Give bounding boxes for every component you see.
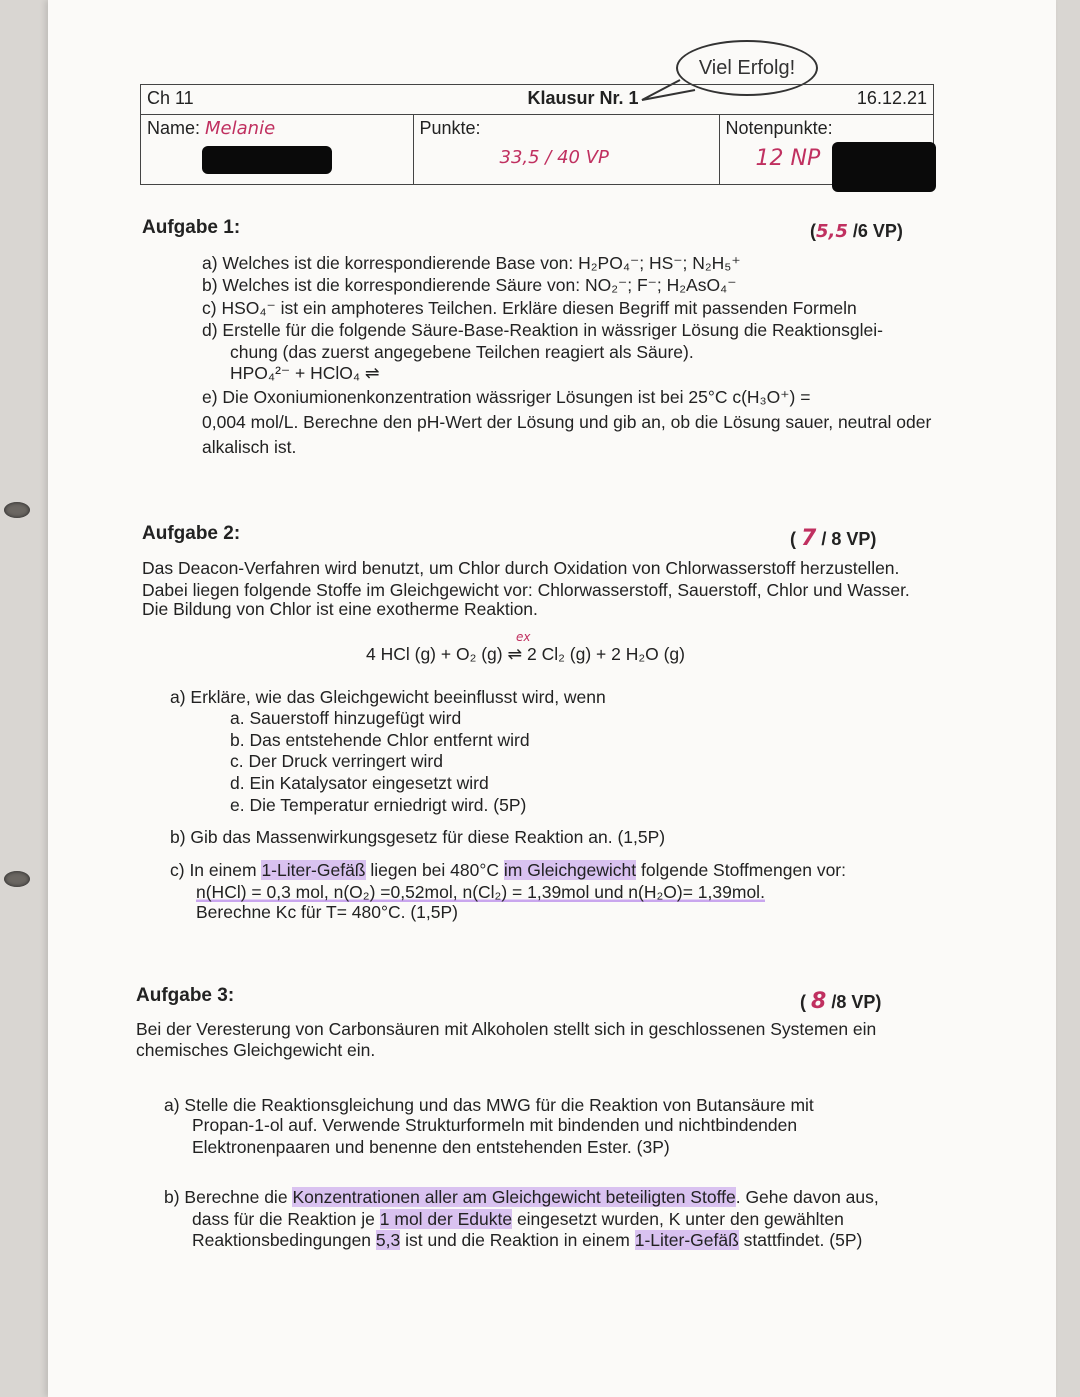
task2-c1-text: folgende Stoffmengen vor: (641, 860, 846, 880)
task1-c: c) HSO₄⁻ ist ein amphoteres Teilchen. Erkläre diesen Begriff mit passenden Formeln (202, 298, 857, 318)
task2-a-item: d. Ein Katalysator eingesetzt wird (230, 773, 489, 793)
task1-d2: chung (das zuerst angegebene Teilchen reagiert als Säure). (230, 342, 694, 362)
task2-a-item: b. Das entstehende Chlor entfernt wird (230, 730, 530, 750)
equation-note: ex (516, 630, 531, 644)
task1-score: (5,5 /6 VP) (810, 221, 903, 242)
course-cell (141, 85, 414, 115)
task2-c2 (196, 881, 765, 903)
name-value: Melanie (205, 118, 276, 139)
date-cell (719, 85, 934, 115)
points-label: Punkte: (419, 118, 481, 138)
exam-title-cell (413, 85, 719, 115)
task2-intro2: Dabei liegen folgende Stoffe im Gleichgewicht vor: Chlorwasserstoff, Sauerstoff, Chlor und Wasser. (142, 580, 910, 600)
task2-title: Aufgabe 2: (142, 523, 241, 544)
name-label: Name: (147, 118, 201, 138)
punch-hole-bottom (4, 871, 30, 887)
grade-label: Notenpunkte: (725, 118, 833, 138)
task3-a1: a) Stelle die Reaktionsgleichung und das MWG für die Reaktion von Butansäure mit (164, 1095, 814, 1115)
task3-b2-text: dass für die Reaktion je (192, 1209, 375, 1229)
task3-b3-text: Reaktionsbedingungen (192, 1230, 372, 1250)
task2-c1-text: liegen bei 480°C (370, 860, 499, 880)
task2-score-max: / 8 VP) (821, 529, 877, 549)
task2-c3: Berechne Kc für T= 480°C. (1,5P) (196, 902, 459, 922)
exam-title: Klausur Nr. 1 (527, 88, 639, 108)
task1-e1: e) Die Oxoniumionenkonzentration wässriger Lösungen ist bei 25°C c(H₃O⁺) = (202, 387, 811, 407)
task2-intro3: Die Bildung von Chlor ist eine exotherme Reaktion. (142, 599, 538, 619)
points-cell (413, 115, 719, 185)
grade-value: 12 NP (755, 146, 821, 171)
task3-b1-text: b) Berechne die (164, 1187, 288, 1207)
task1-b: b) Welches ist die korrespondierende Säure von: NO₂⁻; F⁻; H₂AsO₄⁻ (202, 275, 737, 295)
task2-c1-text: c) In einem (170, 860, 257, 880)
task3-b3-text: ist und die Reaktion in einem (405, 1230, 630, 1250)
punch-hole-top (4, 502, 30, 518)
task3-a2: Propan-1-ol auf. Verwende Strukturformeln mit bindenden und nichtbindenden (192, 1115, 798, 1135)
task1-score-mark: 5,5 (816, 221, 848, 242)
task3-score: ( 8 /8 VP) (800, 989, 882, 1014)
task3-title: Aufgabe 3: (136, 985, 235, 1006)
task1-d3: HPO₄²⁻ + HClO₄ ⇌ (230, 363, 380, 383)
points-value: 33,5 / 40 VP (499, 147, 609, 168)
task2-a-item: a. Sauerstoff hinzugefügt wird (230, 708, 462, 728)
task3-score-max: /8 VP) (831, 992, 882, 1012)
task1-d1: d) Erstelle für die folgende Säure-Base-Reaktion in wässriger Lösung die Reaktionsglei- (202, 320, 883, 340)
task1-score-max: /6 VP) (852, 221, 903, 241)
highlight: 1-Liter-Gefäß (261, 860, 366, 880)
task3-a3: Elektronenpaaren und benenne den entstehenden Ester. (3P) (192, 1137, 670, 1157)
task2-intro1: Das Deacon-Verfahren wird benutzt, um Chlor durch Oxidation von Chlorwasserstoff herzustellen. (142, 558, 900, 578)
speech-bubble-text: Viel Erfolg! (698, 56, 796, 79)
task3-intro2: chemisches Gleichgewicht ein. (136, 1040, 376, 1060)
task1-e3: alkalisch ist. (202, 437, 297, 457)
task1-title: Aufgabe 1: (142, 217, 241, 238)
exam-date: 16.12.21 (856, 88, 927, 108)
task2-a: a) Erkläre, wie das Gleichgewicht beeinflusst wird, wenn (170, 687, 606, 707)
task2-score-mark: 7 (801, 526, 817, 551)
task3-intro1: Bei der Veresterung von Carbonsäuren mit Alkoholen stellt sich in geschlossenen Systemen ein (136, 1019, 877, 1039)
task1-a: a) Welches ist die korrespondierende Base von: H₂PO₄⁻; HS⁻; N₂H₅⁺ (202, 253, 741, 273)
task2-a-item: e. Die Temperatur erniedrigt wird. (5P) (230, 795, 527, 815)
task2-c1 (170, 859, 846, 881)
task3-b1 (164, 1186, 879, 1208)
redaction-grade (832, 142, 936, 192)
task3-b1-text: . Gehe davon aus, (735, 1187, 879, 1207)
task3-score-mark: 8 (811, 989, 827, 1014)
highlight: 5,3 (375, 1230, 401, 1250)
task3-b2-text: eingesetzt wurden, K unter den gewählten (516, 1209, 844, 1229)
course-label: Ch 11 (147, 88, 194, 108)
task3-b3 (192, 1229, 862, 1251)
task2-a-item: c. Der Druck verringert wird (230, 751, 443, 771)
task3-b2 (192, 1208, 844, 1230)
task2-b: b) Gib das Massenwirkungsgesetz für diese Reaktion an. (1,5P) (170, 827, 666, 847)
highlight: 1-Liter-Gefäß (634, 1230, 739, 1250)
task1-e2: 0,004 mol/L. Berechne den pH-Wert der Lösung und gib an, ob die Lösung sauer, neutral oder (202, 412, 932, 432)
highlight: 1 mol der Edukte (379, 1209, 513, 1229)
task2-c2-text: n(HCl) = 0,3 mol, n(O₂) =0,52mol, n(Cl₂) = 1,39mol und n(H₂O)= 1,39mol. (196, 882, 765, 902)
task3-b3-text: stattfindet. (5P) (743, 1230, 863, 1250)
task2-score: ( 7 / 8 VP) (790, 526, 877, 551)
deacon-equation: 4 HCl (g) + O₂ (g) ⇌ 2 Cl₂ (g) + 2 H₂O (g) (366, 644, 685, 664)
redaction-name (202, 146, 332, 174)
highlight: im Gleichgewicht (503, 860, 637, 880)
highlight: Konzentrationen aller am Gleichgewicht beteiligten Stoffe (292, 1187, 736, 1207)
